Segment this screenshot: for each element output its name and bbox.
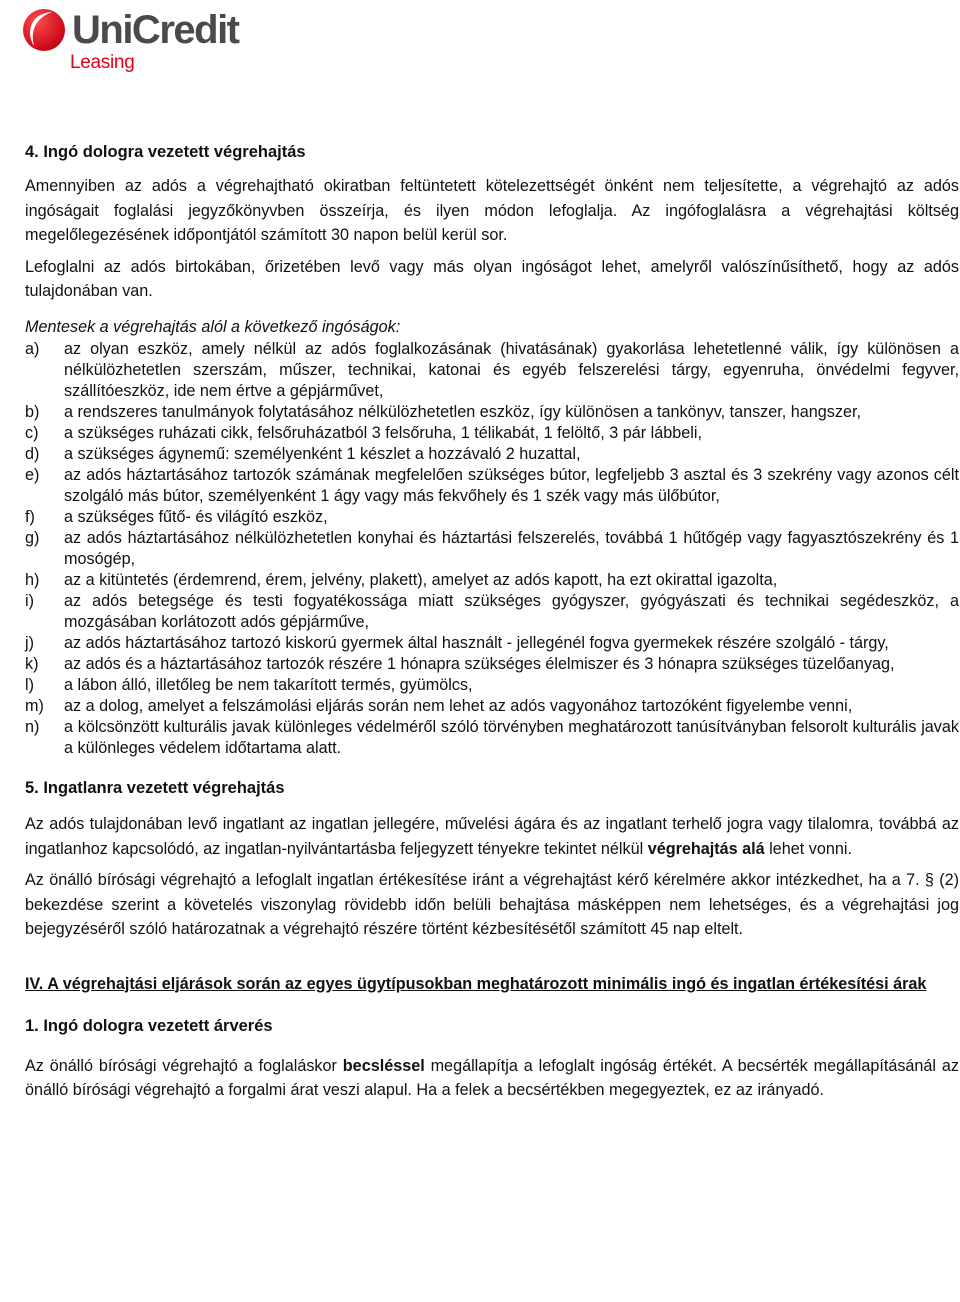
auction-text-a: Az önálló bírósági végrehajtó a foglaláskor [25, 1056, 343, 1075]
exemption-item-marker: a) [25, 340, 40, 358]
exemption-item-text: az adós háztartásához tartozók számának megfelelően szükséges bútor, legfeljebb 3 asztal és 3 szekrény vagy azonos célt szolgáló más bútor, személyenként 1 ágy vagy más fekvőhely és 1 szék vagy más ülőbútor, [64, 466, 959, 505]
exemption-item-marker: j) [25, 634, 34, 652]
exemption-item-marker: g) [25, 529, 40, 547]
unicredit-leasing-logo [22, 4, 252, 78]
exemption-item-text: az adós háztartásához nélkülözhetetlen konyhai és háztartási felszerelés, továbbá 1 hűtőgép vagy fagyasztószekrény és 1 mosógép, [64, 529, 959, 568]
exemption-item [25, 423, 959, 444]
auction-section-title: 1. Ingó dologra vezetett árverés [25, 1016, 273, 1035]
exemption-item-text: az a dolog, amelyet a felszámolási eljárás során nem lehet az adós vagyonához tartozóként figyelembe venni, [64, 697, 853, 715]
section-5-paragraph-2: Az önálló bírósági végrehajtó a lefoglalt ingatlan értékesítése iránt a végrehajtást kérő kérelmére akkor intézkedhet, ha a 7. § (2) bekezdése szerint a követelés viszonylag rövidebb időn belüli behajtása másképpen nem lehetséges, és a végrehajtási jog bejegyzéséről szóló határozatnak a végrehajtó részére történt kézbesítésétől számított 45 nap eltelt. [25, 871, 959, 938]
section-5-p1-text-b: lehet vonni. [764, 839, 852, 858]
exemption-item [25, 402, 959, 423]
exemption-item [25, 717, 959, 759]
exemption-item [25, 507, 959, 528]
auction-text-b: megállapítja a lefoglalt ingóság értékét. A becsérték megállapításánál az önálló bírósági végrehajtó a forgalmi árat veszi alapul. Ha a felek a becsértékben megegyeztek, ez az irányadó. [25, 1056, 959, 1099]
exemption-item-text: az adós betegsége és testi fogyatékossága miatt szükséges gyógyszer, gyógyászati és technikai segédeszköz, a mozgásában korlátozott adós gépjárműve, [64, 592, 959, 631]
exemption-item-marker: n) [25, 718, 40, 736]
exemption-item [25, 465, 959, 507]
exemption-item [25, 570, 959, 591]
exemption-item [25, 591, 959, 633]
section-5-paragraph-1 [25, 812, 959, 861]
section-iv-title: IV. A végrehajtási eljárások során az egyes ügytípusokban meghatározott minimális ingó és ingatlan értékesítési árak [25, 974, 927, 993]
exemption-item-text: az adós és a háztartásához tartozók részére 1 hónapra szükséges élelmiszer és 3 hónapra szükséges tüzelőanyag, [64, 655, 895, 673]
exemptions-intro: Mentesek a végrehajtás alól a következő ingóságok: [25, 317, 401, 336]
exemption-item-text: a rendszeres tanulmányok folytatásához nélkülözhetetlen eszköz, így különösen a tankönyv, tanszer, hangszer, [64, 403, 861, 421]
exemption-item-marker: f) [25, 508, 35, 526]
auction-bold: becsléssel [342, 1056, 425, 1075]
exemption-item-marker: k) [25, 655, 39, 673]
exemption-item [25, 633, 959, 654]
exemption-item-text: az adós háztartásához tartozó kiskorú gyermek által használt - jellegénél fogva gyermekek részére szolgáló - tárgy, [64, 634, 889, 652]
section-5-p1-bold: végrehajtás alá [647, 839, 765, 858]
exemption-item [25, 444, 959, 465]
section-4-paragraph-2: Lefoglalni az adós birtokában, őrizetében levő vagy más olyan ingóságot lehet, amelyről valószínűsíthető, hogy az adós tulajdonában van. [25, 257, 959, 300]
section-4-paragraph-1: Amennyiben az adós a végrehajtható okiratban feltüntetett kötelezettségét önként nem teljesítette, a végrehajtó az adós ingóságait foglalási jegyzőkönyvben összeírja, és ilyen módon lefoglalja. Az ingófoglalásra a végrehajtási költség megelőlegezésének időpontjától számított 30 napon belül kerül sor. [25, 177, 959, 244]
brand-subtitle: Leasing [70, 52, 135, 73]
exemption-item [25, 654, 959, 675]
exemption-item-marker: h) [25, 571, 40, 589]
section-5-p1-text-a: Az adós tulajdonában levő ingatlant az ingatlan jellegére, művelési ágára és az ingatlant terhelő jogra vagy tilalomra, továbbá az ingatlanhoz kapcsolódó, az ingatlan-nyilvántartásba feljegyzett tényekre tekintet nélkül [25, 815, 959, 858]
section-5-title: 5. Ingatlanra vezetett végrehajtás [25, 779, 285, 797]
exemption-item-text: az a kitüntetés (érdemrend, érem, jelvény, plakett), amelyet az adós kapott, ha ezt okirattal igazolta, [64, 571, 778, 589]
exemption-item [25, 696, 959, 717]
exemption-item-text: az olyan eszköz, amely nélkül az adós foglalkozásának (hivatásának) gyakorlása lehetetlenné válik, így különösen a nélkülözhetetlen szerszám, műszer, technikai, katonai és egyéb felszerelési tárgy, egyenruha, önvédelmi fegyver, szállítóeszköz, ide nem értve a gépjárművet, [64, 340, 959, 400]
exemption-item-marker: c) [25, 424, 39, 442]
exemption-item-marker: e) [25, 466, 40, 484]
exemption-item-text: a lábon álló, illetőleg be nem takarított termés, gyümölcs, [64, 676, 473, 694]
document-body [25, 142, 959, 1103]
exemption-item [25, 528, 959, 570]
exemption-item-text: a kölcsönzött kulturális javak különleges védelméről szóló törvényben meghatározott tanúsítványban felsorolt kulturális javak a különleges védelem időtartama alatt. [64, 718, 959, 757]
exemption-item [25, 339, 959, 402]
section-4-title: 4. Ingó dologra vezetett végrehajtás [25, 143, 306, 161]
exemption-item-marker: b) [25, 403, 40, 421]
exemption-item [25, 675, 959, 696]
exemption-item-text: a szükséges ágynemű: személyenként 1 készlet a hozzávaló 2 huzattal, [64, 445, 581, 463]
exemption-item-marker: d) [25, 445, 40, 463]
exemptions-list [25, 339, 959, 759]
auction-paragraph [25, 1054, 959, 1103]
exemption-item-text: a szükséges fűtő- és világító eszköz, [64, 508, 328, 526]
exemption-item-marker: m) [25, 697, 44, 715]
exemption-item-marker: i) [25, 592, 34, 610]
exemption-item-marker: l) [25, 676, 34, 694]
unicredit-logo-icon [22, 8, 66, 52]
brand-name: UniCredit [72, 8, 239, 52]
exemption-item-text: a szükséges ruházati cikk, felsőruházatból 3 felsőruha, 1 télikabát, 1 felöltő, 3 pár lábbeli, [64, 424, 702, 442]
